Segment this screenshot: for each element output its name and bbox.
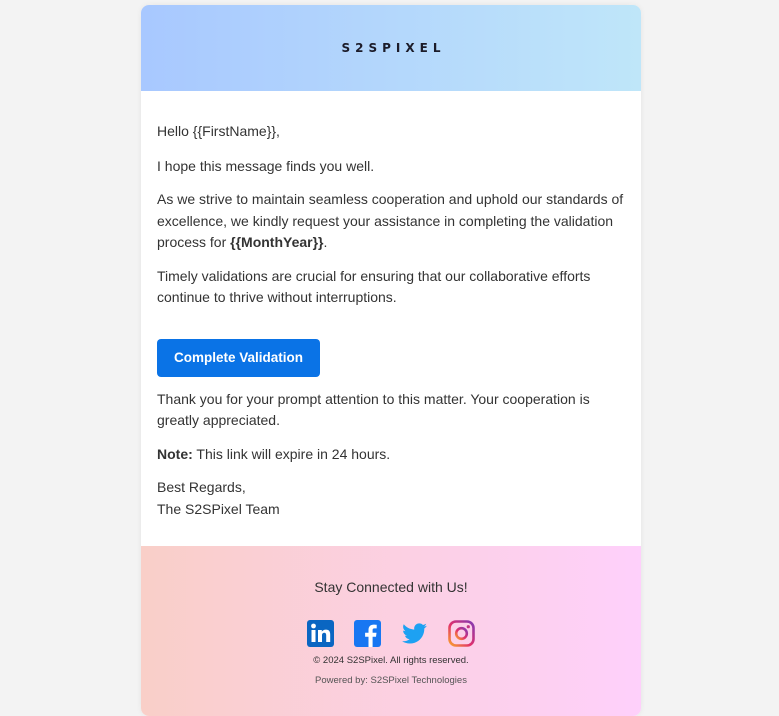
request-text: As we strive to maintain seamless cooperation and uphold our standards of excellence, we kindly request your assistance in completing the validation process for	[157, 191, 624, 250]
instagram-icon[interactable]	[448, 620, 475, 647]
note-label: Note:	[157, 445, 193, 462]
copyright-text: © 2024 S2SPixel. All rights reserved.	[313, 655, 469, 666]
greeting-text: Hello {{FirstName}},	[157, 123, 280, 139]
signature	[157, 477, 625, 520]
cta-container	[157, 339, 625, 377]
stay-connected-text: Stay Connected with Us!	[314, 579, 468, 595]
email-body	[141, 91, 641, 520]
email-header	[141, 5, 641, 91]
timely-text: Timely validations are crucial for ensuring that our collaborative efforts continue to thrive without interruptions.	[157, 267, 591, 305]
twitter-icon[interactable]	[401, 620, 428, 647]
email-card	[141, 5, 641, 716]
note-text: This link will expire in 24 hours.	[192, 445, 391, 462]
email-footer	[141, 546, 641, 716]
month-year-placeholder: {{MonthYear}}	[230, 234, 324, 250]
intro-text: I hope this message finds you well.	[157, 157, 375, 174]
thanks-text: Thank you for your prompt attention to this matter. Your cooperation is greatly appreciated.	[157, 390, 590, 428]
request-end: .	[323, 234, 328, 250]
social-links	[141, 620, 641, 648]
request-paragraph	[157, 189, 625, 254]
facebook-icon[interactable]	[354, 620, 381, 647]
closing-text: Best Regards,	[157, 479, 246, 495]
brand-logo: S2SPIXEL	[341, 41, 446, 55]
note-paragraph	[157, 444, 625, 466]
team-name: The S2SPixel Team	[157, 500, 280, 517]
complete-validation-button[interactable]: Complete Validation	[157, 339, 320, 377]
linkedin-icon[interactable]	[307, 620, 334, 647]
powered-by-text: Powered by: S2SPixel Technologies	[315, 675, 467, 686]
